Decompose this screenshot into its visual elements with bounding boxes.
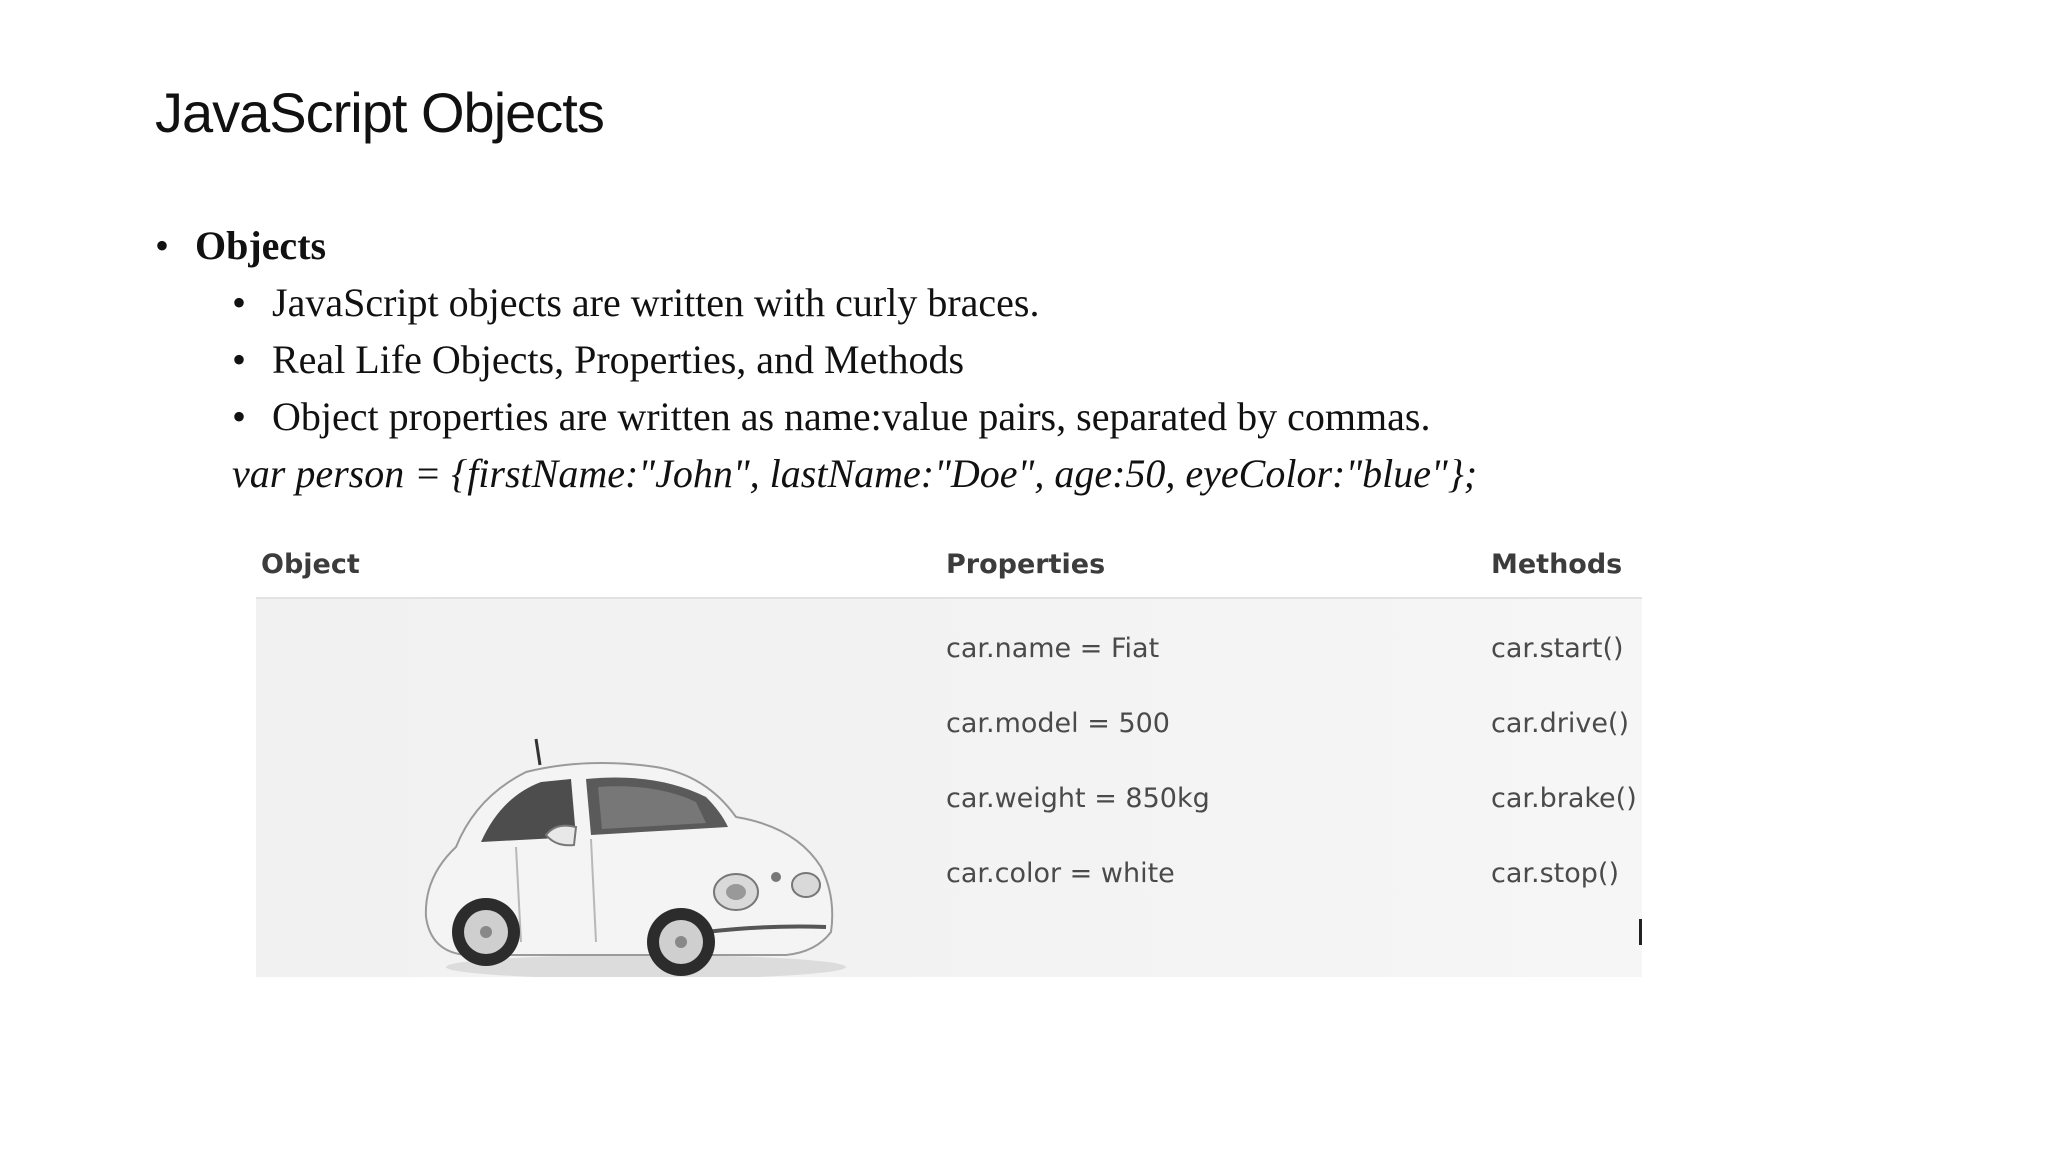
table-header: [256, 535, 1642, 599]
header-object: Object: [261, 549, 360, 580]
sub-bullet: [232, 336, 964, 383]
method-drive: car.drive(): [1491, 708, 1629, 739]
sub-bullet-text: JavaScript objects are written with curly braces.: [272, 280, 1040, 325]
property-color: car.color = white: [946, 858, 1175, 889]
bullet-marker: •: [232, 394, 247, 439]
method-brake: car.brake(): [1491, 783, 1637, 814]
bullet-marker: •: [155, 223, 170, 268]
bullet-marker: •: [232, 280, 247, 325]
bullet-marker: •: [232, 337, 247, 382]
code-example: var person = {firstName:"John", lastName:"Doe", age:50, eyeColor:"blue"};: [232, 451, 1478, 496]
method-stop: car.stop(): [1491, 858, 1619, 889]
object-table-figure: [256, 535, 1642, 977]
table-body: [256, 599, 1642, 977]
method-start: car.start(): [1491, 633, 1624, 664]
property-weight: car.weight = 850kg: [946, 783, 1210, 814]
header-methods: Methods: [1491, 549, 1623, 580]
header-properties: Properties: [946, 549, 1106, 580]
car-image: [406, 727, 866, 977]
sub-bullet: [232, 393, 1430, 440]
property-name: car.name = Fiat: [946, 633, 1160, 664]
bullet-objects-label: Objects: [195, 223, 327, 268]
bullet-objects: [155, 222, 326, 269]
sub-bullet-text: Real Life Objects, Properties, and Methods: [272, 337, 965, 382]
slide-title: JavaScript Objects: [155, 81, 604, 144]
sub-bullet-text: Object properties are written as name:value pairs, separated by commas.: [272, 394, 1431, 439]
property-model: car.model = 500: [946, 708, 1170, 739]
sub-bullet: [232, 279, 1040, 326]
text-cursor-mark: [1639, 919, 1642, 945]
